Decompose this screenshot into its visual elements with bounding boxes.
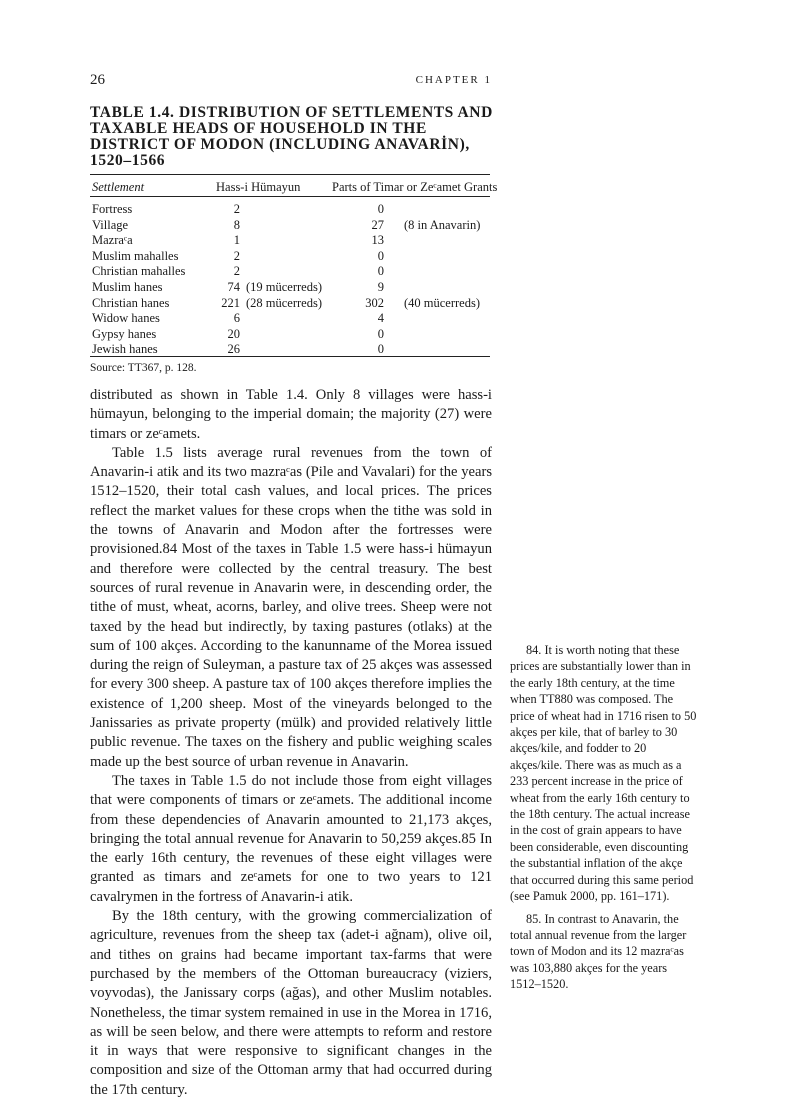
footnote-84: 84. It is worth noting that these prices are substantially lower than in the early 18th century, at the time when TT880 was composed. The price of wheat had in 1716 risen to 50 akçes per kile, that of barley to 30 akçes/kile, and fodder to 20 akçes/kile. There was as much as a 233 percent increase in the price of wheat from the early 16th century to the 18th century. The actual increase in the cost of grain appears to have been considerable, even discounting the substantial inflation of the akçe that occurred during this same period (see Pamuk 2000, pp. 161–171). (510, 643, 697, 904)
parts-value-cell: 0 (377, 342, 384, 357)
parts-value-cell: 0 (377, 326, 384, 341)
hass-value-cell: 26 (227, 342, 240, 357)
settlement-cell: Muslim hanes (92, 280, 163, 294)
table-header-rule (90, 196, 490, 197)
parts-value-cell: 4 (377, 311, 384, 326)
parts-note-cell: (8 in Anavarin) (404, 217, 481, 232)
hass-value-cell: 2 (233, 248, 240, 263)
settlement-cell: Jewish hanes (92, 342, 158, 357)
paragraph-3: The taxes in Table 1.5 do not include those from eight villages that were components of timars or zeᶜamets. The additional income from these dependencies of Anavarin amounted to 21,173 akçes, bringing the total annual revenue for Anavarin to 50,259 akçes.85 In the early 16th century, the revenues of these eight villages were granted as timars and zeᶜamets for one to two years to 121 cavalrymen in the fortress of Anavarin-i atik. (90, 772, 492, 905)
parts-value-cell: 27 (371, 217, 384, 232)
parts-value-cell: 0 (377, 264, 384, 279)
paragraph-2: Table 1.5 lists average rural revenues from the town of Anavarin-i atik and its two mazraᶜas (Pile and Vavalari) for the years 1512–1520, their total cash values, and local prices. The prices reflect the market values for these crops when the tithe was sold in the towns of Anavarin and Modon after the fortresses were provisioned.84 Most of the taxes in Table 1.5 were hass-i hümayun and therefore were collected by the central treasury. The best sources of rural revenue in Anavarin were, in descending order, the tithe of must, wheat, acorns, barley, and olive trees. Sheep were not taxed by the head but indirectly, by taxing pastures (otlaks) at the sum of 100 akçes. According to the kanunname of the Morea issued during the reign of Suleyman, a pasture tax of 25 akçes was assessed for every 300 sheep. A pasture tax of 100 akçes therefore implies the existence of 1,200 sheep. Most of the vineyards belonged to the Janissaries as private property (mülk) and provided relatively little public revenue. The taxes on the fishery and public weighing scales made up the best source of urban revenue in Anavarin. (90, 444, 492, 770)
table-title: TABLE 1.4. DISTRIBUTION OF SETTLEMENTS AND TAXABLE HEADS OF HOUSEHOLD IN THE DISTRICT OF MODON (INCLUDING ANAVARİN), 1520–1566 (90, 104, 493, 169)
table-row (0, 233, 792, 249)
parts-value-cell: 0 (377, 202, 384, 216)
hass-note-cell: (19 mücerreds) (246, 280, 323, 294)
table-bottom-rule (90, 356, 490, 357)
table-row (0, 264, 792, 280)
paragraph-4: By the 18th century, with the growing commercialization of agriculture, revenues from the sheep tax (adet-i ağnam), olive oil, and tithes on grains had became important tax-farms that were purchased by the members of the Ottoman bureaucracy (viziers, voyvodas), the Janissary corps (ağas), and other Muslim notables. Nonetheless, the timar system remained in use in the Morea in 1716, as will be seen below, and there were attempts to reform and restore it in ways that were responsive to significant changes in the composition and size of the Ottoman army that had occurred during the 17th century. (90, 908, 492, 1098)
main-text (90, 386, 492, 1100)
settlement-cell: Christian hanes (92, 295, 170, 310)
parts-value-cell: 0 (377, 248, 384, 263)
settlement-cell: Village (92, 217, 129, 232)
column-header-parts: Parts of Timar or Zeᶜamet Grants (332, 180, 498, 194)
column-header-settlement: Settlement (92, 180, 145, 194)
footnote-85: 85. In contrast to Anavarin, the total annual revenue from the larger town of Modon and its 12 mazraᶜas was 103,880 akçes for the years 1512–1520. (510, 911, 687, 992)
table-row (0, 280, 792, 296)
settlement-cell: Christian mahalles (92, 264, 186, 279)
page-number: 26 (90, 72, 105, 88)
hass-value-cell: 2 (233, 202, 240, 216)
footnotes (510, 642, 700, 993)
hass-value-cell: 221 (221, 295, 240, 310)
hass-value-cell: 74 (227, 280, 240, 294)
parts-value-cell: 302 (365, 295, 384, 310)
running-head: CHAPTER 1 (415, 74, 492, 86)
settlement-cell: Muslim mahalles (92, 248, 179, 263)
table-row (0, 327, 792, 343)
settlement-cell: Gypsy hanes (92, 326, 157, 341)
hass-value-cell: 2 (233, 264, 240, 279)
settlement-cell: Mazraᶜa (92, 233, 133, 248)
column-header-hass: Hass-i Hümayun (216, 180, 301, 194)
settlement-cell: Widow hanes (92, 311, 160, 326)
hass-value-cell: 8 (233, 217, 240, 232)
table-source: Source: TT367, p. 128. (90, 362, 197, 374)
hass-value-cell: 20 (227, 326, 240, 341)
hass-value-cell: 1 (233, 233, 240, 248)
table-row (0, 202, 792, 218)
hass-value-cell: 6 (233, 311, 240, 326)
parts-value-cell: 9 (377, 280, 384, 294)
table-row (0, 249, 792, 265)
parts-value-cell: 13 (371, 233, 384, 248)
hass-note-cell: (28 mücerreds) (246, 295, 323, 310)
table-row (0, 311, 792, 327)
paragraph-1: distributed as shown in Table 1.4. Only 8 villages were hass-i hümayun, belonging to the imperial domain; the majority (27) were timars or zeᶜamets. (90, 387, 492, 442)
parts-note-cell: (40 mücerreds) (404, 295, 481, 310)
table-top-rule (90, 174, 490, 175)
table-row (0, 296, 792, 312)
settlement-cell: Fortress (92, 202, 133, 216)
table-row (0, 218, 792, 234)
